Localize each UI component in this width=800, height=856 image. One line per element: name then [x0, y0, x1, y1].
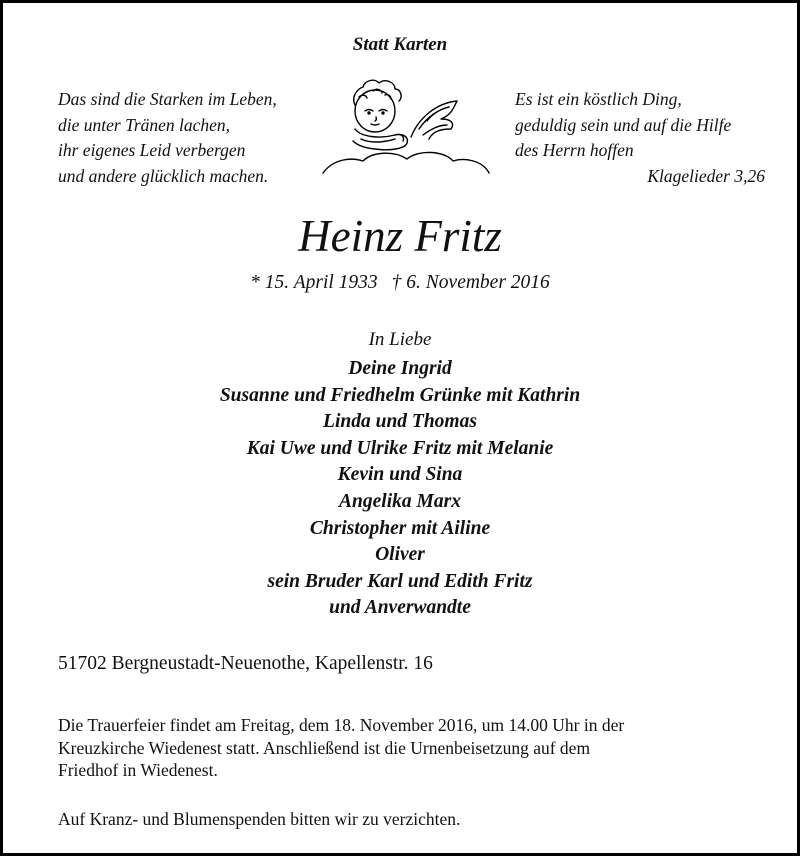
- birth-date: * 15. April 1933: [250, 272, 378, 293]
- mourner-line: Deine Ingrid: [348, 358, 452, 379]
- poem-right-line: geduldig sein und auf die Hilfe: [515, 114, 732, 135]
- mourner-line: Oliver: [375, 544, 425, 566]
- poem-right-line: Es ist ein köstlich Ding,: [515, 89, 682, 109]
- deceased-name: Heinz Fritz: [298, 211, 502, 261]
- funeral-service-info: [58, 714, 758, 782]
- poem-right-line: des Herrn hoffen: [515, 140, 634, 160]
- poem-right: [515, 87, 765, 189]
- mourner-line: Susanne und Friedhelm Grünke mit Kathrin: [219, 384, 581, 406]
- poem-left-line: die unter Tränen lachen,: [58, 114, 231, 135]
- flowers-note: Auf Kranz- und Blumenspenden bitten wir zu verzichten.: [58, 809, 461, 829]
- life-dates: [3, 272, 797, 294]
- poem-right-source: Klagelieder 3,26: [647, 165, 765, 186]
- family-address: 51702 Bergneustadt-Neuenothe, Kapellenstr. 16: [58, 653, 433, 674]
- mourner-line: Linda und Thomas: [323, 411, 477, 433]
- death-date: † 6. November 2016: [391, 272, 550, 293]
- mourner-line: Kai Uwe und Ulrike Fritz mit Melanie: [246, 437, 554, 459]
- service-line: Die Trauerfeier findet am Freitag, dem 18. November 2016, um 14.00 Uhr in der: [58, 715, 625, 735]
- mourners-list: [3, 356, 797, 622]
- service-line: Kreuzkirche Wiedenest statt. Anschließend ist die Urnenbeisetzung auf dem: [58, 737, 591, 758]
- mourner-line: Kevin und Sina: [337, 464, 463, 486]
- mourner-line: sein Bruder Karl und Edith Fritz: [267, 570, 533, 592]
- mourner-line: und Anverwandte: [329, 597, 471, 619]
- header-statt-karten: Statt Karten: [352, 34, 448, 55]
- poem-left-line: und andere glücklich machen.: [58, 165, 269, 186]
- mourner-line: Angelika Marx: [339, 490, 461, 512]
- poem-left-line: Das sind die Starken im Leben,: [58, 89, 277, 109]
- mourners-intro: In Liebe: [368, 329, 432, 350]
- cherub-illustration: [315, 77, 495, 177]
- mourner-line: Christopher mit Ailine: [309, 517, 491, 539]
- poem-left: [58, 87, 318, 189]
- service-line: Friedhof in Wiedenest.: [58, 760, 218, 780]
- poem-left-line: ihr eigenes Leid verbergen: [58, 140, 246, 160]
